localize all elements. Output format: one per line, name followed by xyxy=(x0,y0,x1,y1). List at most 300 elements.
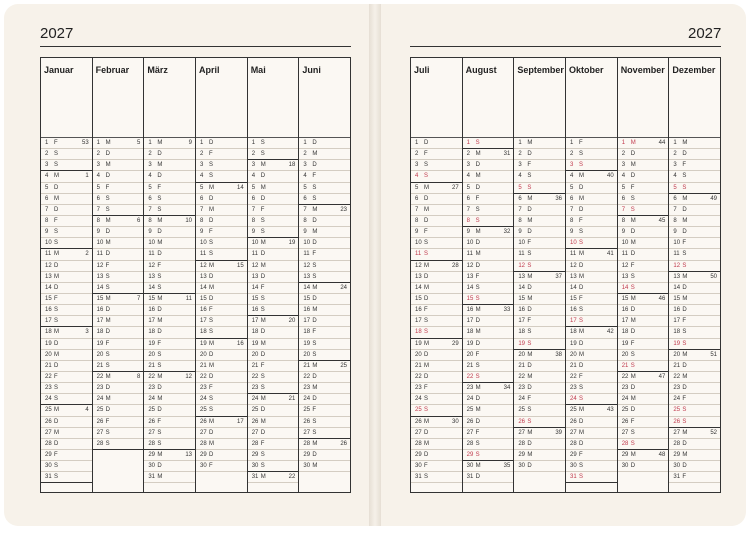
weekday-letter: F xyxy=(157,418,162,425)
week-number: 50 xyxy=(710,273,718,280)
day-number: 6 xyxy=(148,195,152,202)
day-row xyxy=(463,249,514,260)
week-number: 46 xyxy=(658,295,666,302)
weekday-letter: S xyxy=(157,206,162,213)
day-number: 8 xyxy=(621,217,626,224)
weekday-letter: S xyxy=(630,284,635,291)
day-number: 28 xyxy=(96,440,104,447)
day-number: 17 xyxy=(96,318,104,325)
day-number: 12 xyxy=(415,262,422,269)
day-row xyxy=(248,316,299,327)
weekday-letter: M xyxy=(579,407,585,414)
week-number: 24 xyxy=(340,284,348,291)
day-row xyxy=(618,294,669,305)
day-row xyxy=(411,205,462,216)
weekday-letter: S xyxy=(579,162,584,169)
day-row xyxy=(93,394,144,405)
weekday-letter: M xyxy=(630,318,636,325)
day-row xyxy=(618,350,669,361)
day-number: 27 xyxy=(673,429,681,436)
day-number: 2 xyxy=(621,151,626,158)
day-number: 14 xyxy=(303,284,311,291)
weekday-letter: S xyxy=(527,418,532,425)
day-number: 12 xyxy=(466,262,474,269)
day-number: 11 xyxy=(570,251,577,258)
day-row xyxy=(514,450,565,461)
day-number: 18 xyxy=(200,329,207,336)
weekday-letter: M xyxy=(157,217,163,224)
week-number: 16 xyxy=(237,340,244,347)
weekday-letter: M xyxy=(424,184,429,191)
day-row xyxy=(41,350,92,361)
day-row xyxy=(196,283,247,294)
month-name: Dezember xyxy=(669,58,720,138)
day-number: 16 xyxy=(45,307,52,314)
day-row xyxy=(411,461,462,472)
day-row xyxy=(299,450,350,461)
weekday-letter: D xyxy=(475,340,481,347)
day-number: 5 xyxy=(148,184,152,191)
day-number: 10 xyxy=(570,240,577,247)
weekday-letter: S xyxy=(54,240,59,247)
month-column-right-3 xyxy=(513,58,565,492)
day-row xyxy=(411,294,462,305)
day-row xyxy=(93,372,144,383)
day-row xyxy=(411,249,462,260)
day-number: 2 xyxy=(251,151,256,158)
weekday-letter: D xyxy=(579,418,584,425)
day-row xyxy=(93,138,144,149)
day-row xyxy=(411,339,462,350)
day-number: 4 xyxy=(673,173,677,180)
day-row xyxy=(618,361,669,372)
day-number: 22 xyxy=(466,373,474,380)
day-number: 8 xyxy=(251,217,256,224)
day-row xyxy=(669,160,720,171)
day-number: 29 xyxy=(466,451,474,458)
day-row xyxy=(248,227,299,238)
day-number: 30 xyxy=(570,463,577,470)
day-row xyxy=(248,361,299,372)
day-number: 29 xyxy=(200,451,207,458)
weekday-letter: D xyxy=(54,206,59,213)
day-number: 3 xyxy=(251,162,256,169)
day-row xyxy=(514,160,565,171)
left-calendar-grid xyxy=(40,57,351,493)
weekday-letter: S xyxy=(260,217,265,224)
day-row xyxy=(618,417,669,428)
day-number: 25 xyxy=(303,407,311,414)
day-row xyxy=(669,171,720,182)
day-row xyxy=(196,216,247,227)
day-number: 13 xyxy=(45,273,52,280)
weekday-letter: S xyxy=(54,229,59,236)
day-number: 4 xyxy=(200,173,204,180)
week-number: 12 xyxy=(185,373,193,380)
month-column-right-6 xyxy=(668,58,720,492)
weekday-letter: S xyxy=(579,385,584,392)
day-number: 18 xyxy=(673,329,681,336)
day-row xyxy=(41,238,92,249)
day-row xyxy=(669,327,720,338)
weekday-letter: D xyxy=(260,351,266,358)
day-row xyxy=(463,227,514,238)
day-number: 21 xyxy=(96,362,104,369)
weekday-letter: M xyxy=(630,295,636,302)
day-number: 8 xyxy=(148,217,152,224)
day-number: 12 xyxy=(96,262,104,269)
day-row xyxy=(144,149,195,160)
day-row xyxy=(144,261,195,272)
week-number: 22 xyxy=(288,474,296,481)
day-row xyxy=(248,428,299,439)
day-row xyxy=(299,149,350,160)
weekday-letter: M xyxy=(312,229,318,236)
day-number: 27 xyxy=(466,429,474,436)
day-row xyxy=(299,272,350,283)
week-number: 45 xyxy=(658,217,666,224)
weekday-letter: S xyxy=(630,195,635,202)
weekday-letter: M xyxy=(579,329,585,336)
day-number: 20 xyxy=(415,351,422,358)
day-number: 21 xyxy=(200,362,207,369)
month-name: Februar xyxy=(93,58,144,138)
weekday-letter: S xyxy=(527,184,532,191)
weekday-letter: F xyxy=(312,407,317,414)
day-row xyxy=(248,350,299,361)
day-row xyxy=(514,394,565,405)
weekday-letter: M xyxy=(527,451,533,458)
weekday-letter: F xyxy=(105,340,110,347)
day-number: 17 xyxy=(570,318,577,325)
weekday-letter: S xyxy=(527,340,532,347)
day-number: 1 xyxy=(621,140,626,146)
weekday-letter: D xyxy=(209,195,214,202)
weekday-letter: M xyxy=(579,173,585,180)
day-number: 6 xyxy=(621,195,626,202)
weekday-letter: S xyxy=(312,262,317,269)
day-number: 6 xyxy=(570,195,574,202)
day-number: 18 xyxy=(570,329,577,336)
day-row xyxy=(514,294,565,305)
day-row xyxy=(566,472,617,483)
day-row xyxy=(411,283,462,294)
weekday-letter: M xyxy=(260,240,266,247)
weekday-letter: M xyxy=(579,429,585,436)
day-number: 11 xyxy=(148,251,155,258)
day-row xyxy=(41,439,92,450)
day-row xyxy=(144,294,195,305)
day-row xyxy=(411,194,462,205)
day-number: 21 xyxy=(518,362,526,369)
day-number: 20 xyxy=(466,351,474,358)
day-row xyxy=(566,138,617,149)
day-number: 5 xyxy=(570,184,574,191)
day-row xyxy=(93,238,144,249)
day-row xyxy=(299,383,350,394)
weekday-letter: D xyxy=(475,184,481,191)
day-row xyxy=(248,272,299,283)
day-number: 1 xyxy=(96,140,101,146)
day-row xyxy=(41,138,92,149)
day-row xyxy=(41,283,92,294)
day-number: 2 xyxy=(303,151,307,158)
week-number: 6 xyxy=(137,217,141,224)
day-row xyxy=(411,305,462,316)
day-row xyxy=(144,394,195,405)
day-number: 21 xyxy=(673,362,681,369)
day-number: 24 xyxy=(621,396,629,403)
weekday-letter: S xyxy=(209,251,214,258)
day-number: 10 xyxy=(466,240,474,247)
day-number: 1 xyxy=(570,140,574,146)
day-number: 22 xyxy=(45,373,52,380)
day-row xyxy=(514,149,565,160)
day-number: 23 xyxy=(45,385,52,392)
week-number: 34 xyxy=(503,385,511,392)
month-name: Oktober xyxy=(566,58,617,138)
weekday-letter: M xyxy=(157,162,163,169)
day-row xyxy=(411,216,462,227)
day-number: 18 xyxy=(415,329,422,336)
weekday-letter: M xyxy=(209,206,215,213)
week-number: 27 xyxy=(451,184,459,191)
day-number: 19 xyxy=(415,340,422,347)
day-row xyxy=(196,450,247,461)
weekday-letter: S xyxy=(105,195,110,202)
day-row xyxy=(248,417,299,428)
day-number: 3 xyxy=(415,162,419,169)
day-row xyxy=(41,183,92,194)
day-number: 9 xyxy=(96,229,101,236)
day-number: 24 xyxy=(518,396,526,403)
weekday-letter: F xyxy=(54,451,58,458)
day-number: 8 xyxy=(45,217,49,224)
day-number: 27 xyxy=(621,429,629,436)
day-row xyxy=(144,350,195,361)
weekday-letter: M xyxy=(475,385,481,392)
day-row xyxy=(566,428,617,439)
day-number: 4 xyxy=(621,173,626,180)
day-number: 20 xyxy=(200,351,207,358)
day-row xyxy=(463,450,514,461)
day-number: 14 xyxy=(96,284,104,291)
weekday-letter: D xyxy=(105,307,111,314)
weekday-letter: S xyxy=(312,340,317,347)
day-row xyxy=(514,261,565,272)
weekday-letter: S xyxy=(527,407,532,414)
week-number: 11 xyxy=(185,295,193,302)
weekday-letter: D xyxy=(424,273,429,280)
day-number: 7 xyxy=(96,206,101,213)
day-number: 2 xyxy=(466,151,471,158)
day-row xyxy=(411,394,462,405)
day-row xyxy=(669,439,720,450)
day-row xyxy=(299,160,350,171)
day-number: 25 xyxy=(518,407,526,414)
day-number: 4 xyxy=(251,173,256,180)
day-number: 5 xyxy=(466,184,471,191)
day-number: 4 xyxy=(570,173,574,180)
day-row xyxy=(248,339,299,350)
day-row xyxy=(463,461,514,472)
day-number: 21 xyxy=(621,362,629,369)
day-number: 31 xyxy=(466,474,474,481)
weekday-letter: D xyxy=(630,251,636,258)
day-row xyxy=(411,227,462,238)
day-number: 23 xyxy=(96,385,104,392)
day-row xyxy=(669,316,720,327)
weekday-letter: M xyxy=(424,362,429,369)
day-row xyxy=(93,149,144,160)
weekday-letter: D xyxy=(54,418,59,425)
day-row xyxy=(196,138,247,149)
day-row xyxy=(196,171,247,182)
day-row xyxy=(411,450,462,461)
day-row xyxy=(144,428,195,439)
day-row xyxy=(463,417,514,428)
day-number: 28 xyxy=(466,440,474,447)
month-name: Januar xyxy=(41,58,92,138)
day-number: 28 xyxy=(518,440,526,447)
day-row xyxy=(196,238,247,249)
day-number: 17 xyxy=(200,318,207,325)
day-row xyxy=(618,450,669,461)
weekday-letter: S xyxy=(260,140,265,146)
week-number: 41 xyxy=(607,251,614,258)
month-column-right-1 xyxy=(411,58,462,492)
weekday-letter: M xyxy=(475,329,481,336)
left-header-rule xyxy=(40,46,351,47)
day-row xyxy=(514,249,565,260)
day-number: 29 xyxy=(303,451,311,458)
day-row xyxy=(566,417,617,428)
day-row xyxy=(248,216,299,227)
day-row xyxy=(618,216,669,227)
day-number: 14 xyxy=(570,284,577,291)
day-row xyxy=(41,261,92,272)
day-row xyxy=(669,305,720,316)
day-row xyxy=(618,160,669,171)
day-row xyxy=(669,249,720,260)
weekday-letter: M xyxy=(682,451,688,458)
weekday-letter: M xyxy=(157,140,163,146)
weekday-letter: D xyxy=(630,463,636,470)
weekday-letter: M xyxy=(682,195,688,202)
day-number: 9 xyxy=(518,229,522,236)
weekday-letter: M xyxy=(105,240,111,247)
weekday-letter: F xyxy=(579,217,583,224)
day-row xyxy=(248,138,299,149)
weekday-letter: D xyxy=(260,273,266,280)
weekday-letter: F xyxy=(424,229,428,236)
weekday-letter: M xyxy=(682,295,688,302)
book-gutter xyxy=(369,4,381,526)
day-row xyxy=(514,350,565,361)
weekday-letter: S xyxy=(105,362,110,369)
day-row xyxy=(248,149,299,160)
day-number: 30 xyxy=(148,463,156,470)
day-number: 6 xyxy=(303,195,307,202)
day-row xyxy=(463,394,514,405)
day-row xyxy=(144,171,195,182)
day-row xyxy=(144,372,195,383)
day-number: 11 xyxy=(518,251,525,258)
week-number: 37 xyxy=(555,273,563,280)
weekday-letter: M xyxy=(105,217,111,224)
week-number: 19 xyxy=(288,240,296,247)
day-row xyxy=(463,216,514,227)
weekday-letter: S xyxy=(105,284,110,291)
day-number: 7 xyxy=(673,206,677,213)
day-number: 3 xyxy=(96,162,101,169)
day-number: 3 xyxy=(673,162,677,169)
day-row xyxy=(299,316,350,327)
day-number: 30 xyxy=(466,463,474,470)
day-number: 10 xyxy=(200,240,207,247)
day-number: 8 xyxy=(570,217,574,224)
day-row xyxy=(411,405,462,416)
day-row xyxy=(411,361,462,372)
day-number: 11 xyxy=(466,251,473,258)
weekday-letter: S xyxy=(630,429,635,436)
month-column-left-4 xyxy=(195,58,247,492)
weekday-letter: M xyxy=(579,351,585,358)
weekday-letter: F xyxy=(54,373,58,380)
weekday-letter: M xyxy=(682,140,688,146)
day-row xyxy=(566,327,617,338)
weekday-letter: S xyxy=(54,318,59,325)
day-number: 25 xyxy=(466,407,474,414)
day-row xyxy=(669,417,720,428)
day-number: 9 xyxy=(673,229,677,236)
day-number: 24 xyxy=(251,396,259,403)
weekday-letter: D xyxy=(579,206,584,213)
weekday-letter: D xyxy=(105,251,111,258)
day-row xyxy=(463,383,514,394)
weekday-letter: S xyxy=(682,184,687,191)
day-row xyxy=(248,450,299,461)
weekday-letter: F xyxy=(527,318,532,325)
day-number: 13 xyxy=(518,273,526,280)
day-number: 13 xyxy=(303,273,311,280)
day-number: 26 xyxy=(200,418,207,425)
day-number: 1 xyxy=(466,140,471,146)
day-row xyxy=(196,305,247,316)
day-number: 28 xyxy=(303,440,311,447)
day-number: 23 xyxy=(148,385,156,392)
week-number: 32 xyxy=(503,229,511,236)
day-number: 14 xyxy=(621,284,629,291)
day-row xyxy=(514,383,565,394)
weekday-letter: M xyxy=(527,295,533,302)
day-row xyxy=(618,316,669,327)
day-row xyxy=(618,205,669,216)
day-row xyxy=(411,261,462,272)
day-number: 27 xyxy=(570,429,577,436)
weekday-letter: S xyxy=(630,206,635,213)
weekday-letter: M xyxy=(54,173,59,180)
day-row xyxy=(144,138,195,149)
day-number: 26 xyxy=(96,418,104,425)
day-number: 28 xyxy=(570,440,577,447)
weekday-letter: F xyxy=(527,162,532,169)
day-number: 7 xyxy=(148,206,152,213)
day-number: 14 xyxy=(200,284,207,291)
day-row xyxy=(299,249,350,260)
day-row xyxy=(463,372,514,383)
weekday-letter: S xyxy=(260,229,265,236)
